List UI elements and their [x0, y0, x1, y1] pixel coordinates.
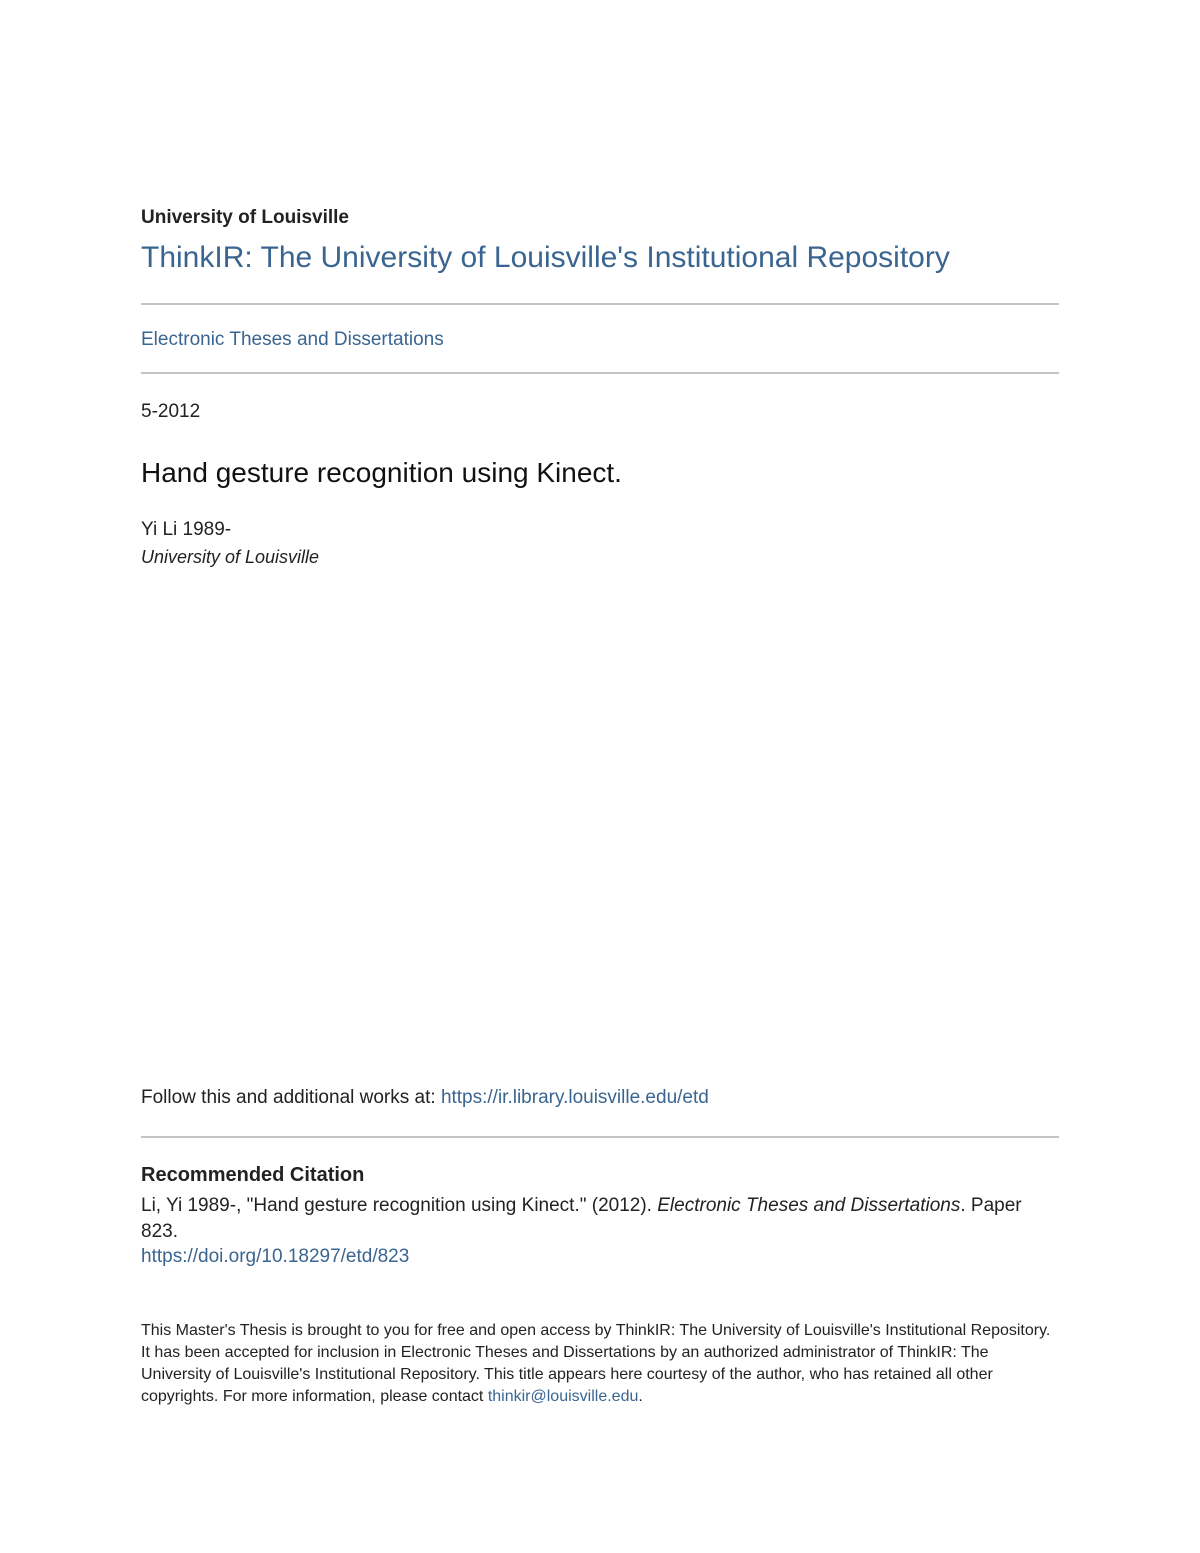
access-statement-text: This Master's Thesis is brought to you for free and open access by ThinkIR: The University of Louisville's Institutional Repository. It has been accepted for inclusion in Electronic Theses and Dissertations by an authorized administrator of ThinkIR: The University of Louisville's Institutional Repository. This title appears here courtesy of the author, who has retained all other copyrights. For more information, please contact: [141, 1322, 1051, 1405]
follow-text: Follow this and additional works at:: [141, 1087, 441, 1108]
citation-text-after: . Paper 823.: [141, 1195, 1022, 1242]
contact-email-link[interactable]: thinkir@louisville.edu: [487, 1388, 639, 1405]
etd-collection-link[interactable]: https://ir.library.louisville.edu/etd: [440, 1087, 709, 1108]
citation-text-before: Li, Yi 1989-, "Hand gesture recognition using Kinect." (2012).: [141, 1195, 658, 1216]
doi-link[interactable]: https://doi.org/10.18297/etd/823: [141, 1246, 410, 1267]
author-affiliation: University of Louisville: [141, 547, 320, 567]
access-statement: [141, 1320, 1059, 1408]
access-statement-end: .: [638, 1388, 643, 1405]
author-name: Yi Li 1989-: [141, 519, 232, 540]
institution-name: University of Louisville: [141, 207, 349, 228]
citation-series: Electronic Theses and Dissertations: [657, 1195, 961, 1216]
publication-date: 5-2012: [141, 401, 201, 422]
divider: [141, 372, 1059, 374]
citation-heading: Recommended Citation: [141, 1164, 365, 1186]
document-title: Hand gesture recognition using Kinect.: [141, 457, 622, 488]
repository-title-link[interactable]: ThinkIR: The University of Louisville's Institutional Repository: [141, 241, 950, 274]
citation-text: [141, 1193, 1059, 1245]
divider: [141, 1136, 1059, 1138]
follow-line: [141, 1087, 709, 1109]
collection-link[interactable]: Electronic Theses and Dissertations: [141, 329, 444, 350]
divider: [141, 303, 1059, 305]
